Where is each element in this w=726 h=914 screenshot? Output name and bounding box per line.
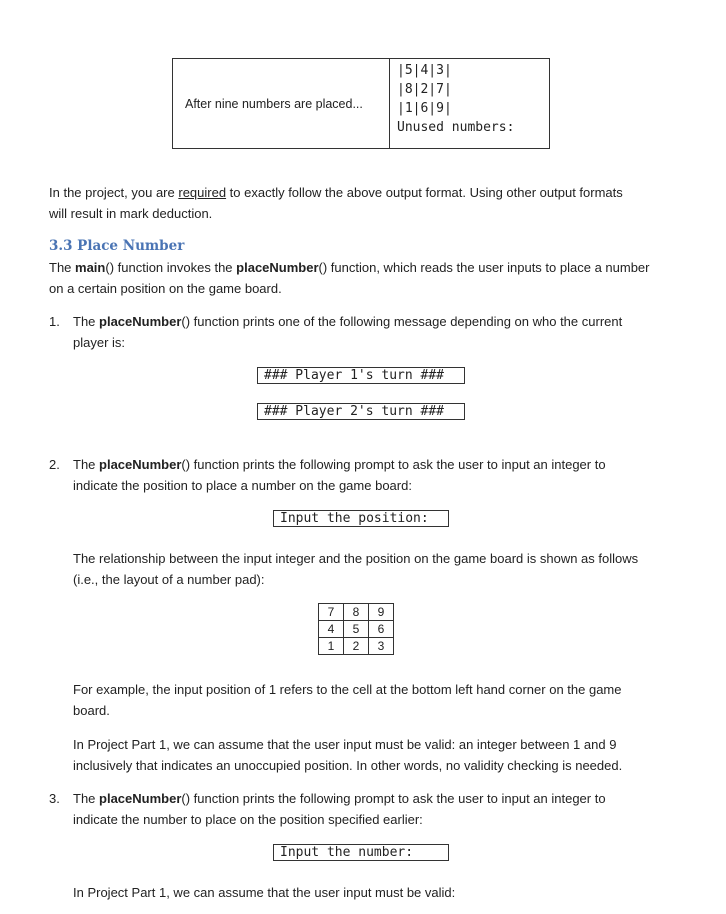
table-divider	[389, 59, 390, 148]
input-number-prompt: Input the number:	[273, 844, 449, 861]
board-row: |5|4|3|	[397, 63, 452, 78]
intro-paragraph: In the project, you are required to exactly follow the above output format. Using other output formats will result in mark deduction.	[49, 185, 623, 221]
input-position-prompt: Input the position:	[273, 510, 449, 527]
board-row: |8|2|7|	[397, 82, 452, 97]
board-output	[397, 61, 514, 137]
pad-cell: 5	[344, 621, 369, 638]
list-item-3: 3. The placeNumber() function prints the following prompt to ask the user to input an integer to indicate the number to place on the position specified earlier:	[49, 788, 679, 830]
pad-cell: 9	[369, 604, 394, 621]
pad-cell: 6	[369, 621, 394, 638]
pad-cell: 4	[319, 621, 344, 638]
pad-cell: 2	[344, 638, 369, 655]
pad-cell: 1	[319, 638, 344, 655]
required-word: required	[178, 185, 227, 200]
number-pad-layout	[318, 603, 394, 655]
list-number: 2.	[49, 457, 60, 472]
pad-cell: 8	[344, 604, 369, 621]
player1-turn-box: ### Player 1's turn ###	[257, 367, 465, 384]
section-heading: 3.3 Place Number	[49, 238, 185, 254]
list-item-2: 2. The placeNumber() function prints the following prompt to ask the user to input an integer to indicate the position to place a number on the game board:	[49, 454, 679, 496]
example-paragraph: For example, the input position of 1 refers to the cell at the bottom left hand corner on the game board.	[73, 682, 622, 718]
board-row: |1|6|9|	[397, 101, 452, 116]
pad-cell: 3	[369, 638, 394, 655]
relationship-paragraph: The relationship between the input integer and the position on the game board is shown as follows (i.e., the layout of a number pad):	[73, 551, 639, 587]
section-intro: The main() function invokes the placeNumber() function, which reads the user inputs to place a number on a certain position on the game board.	[49, 260, 650, 296]
list-number: 1.	[49, 314, 60, 329]
final-paragraph: In Project Part 1, we can assume that the user input must be valid:	[73, 885, 456, 900]
player2-turn-box: ### Player 2's turn ###	[257, 403, 465, 420]
pad-cell: 7	[319, 604, 344, 621]
list-number: 3.	[49, 791, 60, 806]
validity-paragraph: In Project Part 1, we can assume that the user input must be valid: an integer between 1 and 9 inclusively that indicates an unoccupied position. In other words, no validity checking is needed.	[73, 737, 623, 773]
output-example-table	[172, 58, 550, 149]
unused-numbers-label: Unused numbers:	[397, 120, 515, 135]
list-item-1: 1. The placeNumber() function prints one of the following message depending on who the current player is:	[49, 311, 679, 353]
table-label: After nine numbers are placed...	[185, 97, 363, 111]
